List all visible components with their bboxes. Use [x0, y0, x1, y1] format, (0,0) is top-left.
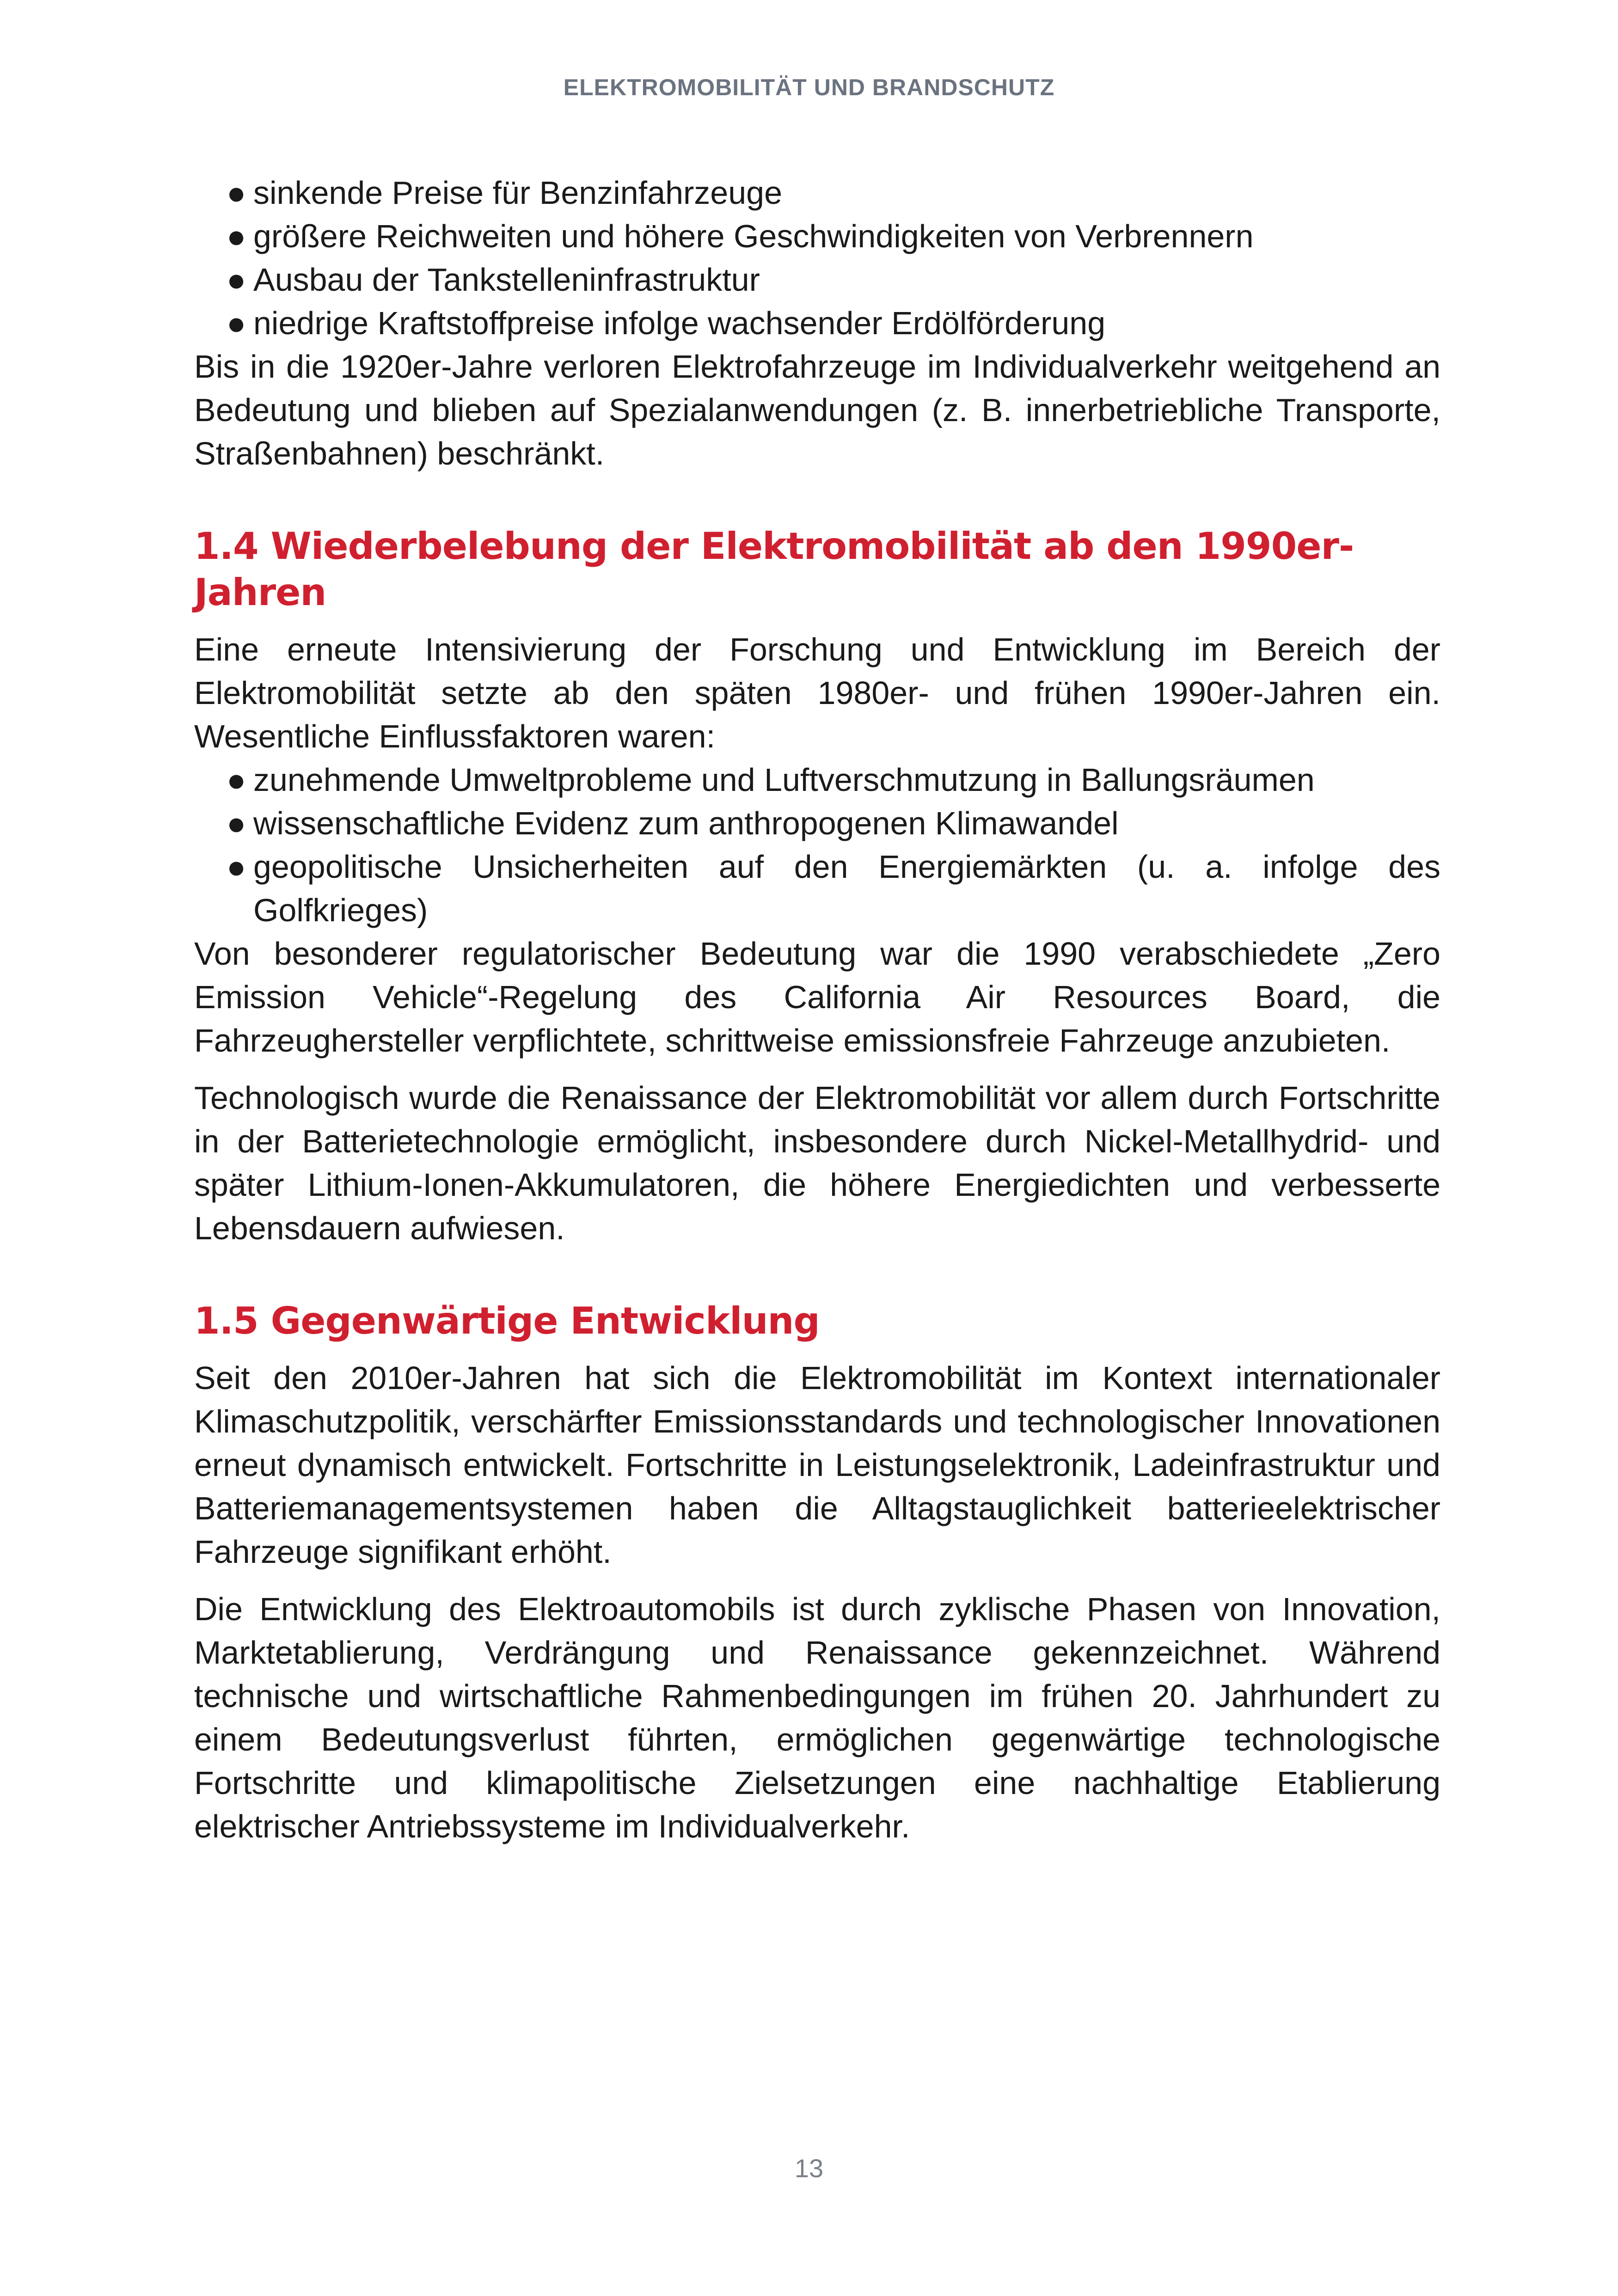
- bullet-icon: ●: [227, 762, 246, 798]
- list-item-text: sinkende Preise für Benzinfahrzeuge: [253, 175, 783, 211]
- bullet-icon: ●: [227, 262, 246, 298]
- list-item: [194, 171, 1440, 214]
- paragraph-1920s: Bis in die 1920er-Jahre verloren Elektrofahrzeuge im Individualverkehr weitgehend an Bedeutung und blieben auf Spezialanwendungen (z. B. innerbetriebliche Transporte, Straßenbahnen) beschränkt.: [194, 349, 1440, 471]
- list-item-text: geopolitische Unsicherheiten auf den Energiemärkten (u. a. infolge des Golfkrieges): [253, 849, 1440, 928]
- bullet-icon: ●: [227, 218, 246, 254]
- list-item-text: niedrige Kraftstoffpreise infolge wachsender Erdölförderung: [253, 305, 1106, 341]
- page-number: 13: [794, 2154, 824, 2183]
- paragraph-battery-technology: Technologisch wurde die Renaissance der Elektromobilität vor allem durch Fortschritte in der Batterietechnologie ermöglicht, insbesondere durch Nickel-Metallhydrid- und später Lithium-Ionen-Akkumulatoren, die höhere Energiedichten und verbesserte Lebensdauern aufwiesen.: [194, 1080, 1440, 1246]
- bullet-list-influence-factors: [194, 758, 1440, 932]
- bullet-icon: ●: [227, 175, 246, 211]
- list-item-text: Ausbau der Tankstelleninfrastruktur: [253, 262, 760, 298]
- list-item-text: größere Reichweiten und höhere Geschwindigkeiten von Verbrennern: [253, 218, 1254, 254]
- list-item: [194, 758, 1440, 802]
- section-heading-1-4: 1.4 Wiederbelebung der Elektromobilität ab den 1990er-Jahren: [194, 525, 1354, 614]
- paragraph-current-development: Seit den 2010er-Jahren hat sich die Elektromobilität im Kontext internationaler Klimaschutzpolitik, verschärfter Emissionsstandards und technologischer Innovationen erneut dynamisch entwickelt. Fortschritte in Leistungselektronik, Ladeinfrastruktur und Batteriemanagementsystemen haben die Alltagstauglichkeit batterieelektrischer Fahrzeuge signifikant erhöht.: [194, 1360, 1440, 1570]
- bullet-icon: ●: [227, 305, 246, 341]
- list-item: [194, 214, 1440, 258]
- list-item-text: wissenschaftliche Evidenz zum anthropogenen Klimawandel: [253, 805, 1119, 841]
- bullet-list-decline-factors: [194, 171, 1440, 345]
- list-item: [194, 802, 1440, 845]
- list-item: [194, 845, 1440, 932]
- list-item-text: zunehmende Umweltprobleme und Luftverschmutzung in Ballungsräumen: [253, 762, 1315, 798]
- section-heading-1-5: 1.5 Gegenwärtige Entwicklung: [194, 1299, 820, 1342]
- list-item: [194, 258, 1440, 301]
- running-header: ELEKTROMOBILITÄT UND BRANDSCHUTZ: [563, 74, 1055, 100]
- bullet-icon: ●: [227, 849, 246, 885]
- page-content: [194, 171, 1440, 1848]
- list-item: [194, 301, 1440, 345]
- paragraph-intro-1-4: Eine erneute Intensivierung der Forschung und Entwicklung im Bereich der Elektromobilität setzte ab den späten 1980er- und frühen 1990er-Jahren ein. Wesentliche Einflussfaktoren waren:: [194, 631, 1440, 754]
- paragraph-zev-regulation: Von besonderer regulatorischer Bedeutung war die 1990 verabschiedete „Zero Emission Vehicle“-Regelung des California Air Resources Board, die Fahrzeughersteller verpflichtete, schrittweise emissionsfreie Fahrzeuge anzubieten.: [194, 936, 1440, 1059]
- bullet-icon: ●: [227, 805, 246, 841]
- paragraph-summary: Die Entwicklung des Elektroautomobils ist durch zyklische Phasen von Innovation, Marktetablierung, Verdrängung und Renaissance gekennzeichnet. Während technische und wirtschaftliche Rahmenbedingungen im frühen 20. Jahrhundert zu einem Bedeutungsverlust führten, ermöglichen gegenwärtige technologische Fortschritte und klimapolitische Zielsetzungen eine nachhaltige Etablierung elektrischer Antriebssysteme im Individualverkehr.: [194, 1591, 1440, 1844]
